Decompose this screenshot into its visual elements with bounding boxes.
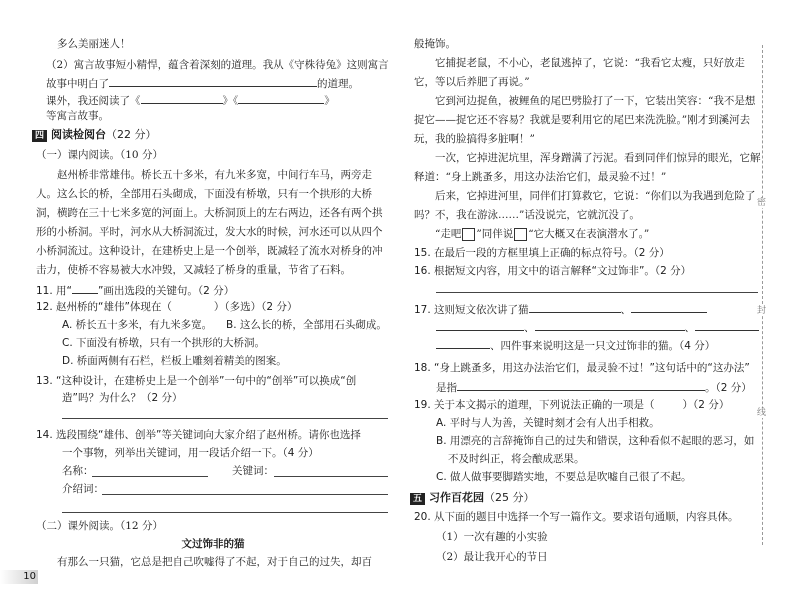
question-text: 17. 这则短文依次讲了猫	[414, 304, 529, 316]
question-text: 四件事来说明这是一只文过饰非的猫。（4 分）	[500, 340, 716, 352]
passage-line: 捉它——捉它还不容易？我就是要利用它的尾巴来洗洗脸。”刚才到溪河去	[414, 114, 751, 126]
question-text: 、	[490, 340, 501, 352]
text-segment: 课外，我还阅读了《	[46, 95, 141, 107]
section-score: （25 分）	[484, 491, 535, 504]
text-segment: “它大概又在表演潜水了。”	[528, 228, 650, 240]
seal-mark: 封	[757, 306, 767, 316]
option-b-cont: 不及时纠正，将会酿成恶果。	[448, 453, 585, 465]
option-c: C. 下面没有桥墩，只有一个拱形的大桥洞。	[62, 337, 266, 349]
text-segment: 》	[324, 95, 335, 107]
punctuation-box[interactable]	[514, 228, 527, 241]
question-text: 12. 赵州桥的“雄伟”体现在（	[36, 301, 172, 313]
answer-blank[interactable]	[436, 319, 524, 331]
question-text: ”画出选段的关键句。（2 分）	[97, 285, 235, 297]
question-16: 16. 根据短文内容，用文中的语言解释“文过饰非”。（2 分）	[414, 265, 692, 277]
question-11	[36, 282, 234, 298]
passage-line: 一次，它掉进泥坑里，浑身蹭满了污泥。看到同伴们惊异的眼光，它解	[435, 152, 761, 164]
question-text: 、	[684, 322, 695, 334]
answer-blank[interactable]	[631, 301, 707, 313]
seal-mark: 线	[757, 408, 767, 418]
passage-line	[435, 227, 649, 241]
passage-line: 它捕捉老鼠，不小心，老鼠逃掉了，它说：“我看它太瘦，只好放走	[435, 57, 745, 69]
passage-line: 玩，我的脸搞得多脏啊！”	[414, 133, 535, 145]
option-d: D. 桥面两侧有石栏，栏板上雕刻着精美的图案。	[62, 355, 287, 367]
intro-answer-line[interactable]	[62, 512, 388, 513]
answer-blank[interactable]	[109, 75, 317, 87]
passage-line: 赵州桥非常雄伟。桥长五十多米，有九米多宽，中间行车马，两旁走	[57, 169, 372, 181]
text-line	[46, 92, 335, 108]
question-text: 19. 关于本文揭示的道理，下列说法正确的一项是（	[414, 399, 655, 411]
question-14: 14. 选段围绕“雄伟、创举”等关键词向大家介绍了赵州桥。请你也选择	[36, 429, 361, 441]
section-score: （22 分）	[106, 128, 157, 141]
question-14-cont: 一个事物，列举出关键词，用一段话介绍一下。（4 分）	[62, 447, 319, 459]
answer-line[interactable]	[436, 292, 758, 293]
text-segment: 同伴说	[481, 228, 514, 240]
question-18-cont	[436, 379, 752, 395]
essay-topic-2: （2）最让我开心的节日	[436, 551, 548, 563]
section-heading	[32, 128, 157, 142]
passage-line: 吗？不，我在游泳……”话没说完，它就沉没了。	[414, 209, 640, 221]
page-number: 10	[23, 571, 36, 582]
question-text: ）（多选）（2 分）	[213, 301, 298, 313]
section-title: 习作百花园	[429, 491, 485, 504]
answer-blank[interactable]	[529, 301, 621, 313]
answer-blank[interactable]	[141, 92, 223, 104]
question-12	[36, 300, 297, 314]
question-18: 18. “身上跳蚤多，用这办法治它们，最灵验不过！”这句话中的“这办法”	[414, 362, 750, 374]
question-17	[414, 301, 707, 317]
intro-label: 介绍词：	[62, 483, 104, 495]
option-b: B. 这么长的桥，全部用石头砌成。	[226, 319, 387, 331]
option-a: A. 桥长五十多米，有九米多宽。	[62, 319, 213, 331]
question-text: 11. 用“	[36, 285, 72, 297]
keyword-answer-line[interactable]	[274, 476, 388, 477]
answer-blank[interactable]	[695, 319, 759, 331]
answer-blank[interactable]	[457, 379, 705, 391]
passage-line: 小桥洞流过。这种设计，在建桥史上是一个创举，既减轻了流水对桥身的冲	[36, 245, 383, 257]
question-17-cont	[436, 337, 715, 353]
text-segment: ”	[476, 228, 482, 240]
question-text: 是指	[436, 382, 457, 394]
story-title: 文过饰非的猫	[181, 538, 245, 550]
keyword-label: 关键词：	[232, 465, 274, 477]
answer-blank[interactable]	[535, 319, 685, 331]
text-line	[46, 75, 359, 91]
subsection-heading: （一）课内阅读。（10 分）	[36, 149, 163, 161]
punctuation-box[interactable]	[462, 228, 475, 241]
section-title: 阅读检阅台	[51, 128, 107, 141]
name-answer-line[interactable]	[92, 476, 208, 477]
option-a: A. 平时与人为善，关键时刻才会有人出手相救。	[436, 417, 660, 429]
option-b: B. 用漂亮的言辞掩饰自己的过失和错误，这种看似不起眼的恶习，如	[436, 435, 755, 447]
answer-blank[interactable]	[436, 337, 490, 349]
answer-blank[interactable]	[72, 282, 98, 294]
essay-topic-1: （1）一次有趣的小实验	[436, 531, 548, 543]
question-15: 15. 在最后一段的方框里填上正确的标点符号。（2 分）	[414, 247, 670, 259]
subsection-heading: （二）课外阅读。（12 分）	[36, 520, 163, 532]
seal-mark: 密	[757, 198, 767, 208]
text-segment: 故事中明白了	[46, 78, 109, 90]
question-text: 。（2 分）	[705, 382, 752, 394]
text-line: 等寓言故事。	[46, 110, 109, 122]
option-c: C. 做人做事要脚踏实地，不要总是吹嘘自己很了不起。	[436, 471, 692, 483]
passage-line: 后来，它掉进河里，同伴们打算救它，它说：“你们以为我遇到危险了	[435, 190, 756, 202]
passage-line: 击力，使桥不容易被大水冲毁，又减轻了桥身的重量，节省了石料。	[36, 264, 351, 276]
question-text: 、	[620, 304, 632, 316]
binding-line	[762, 45, 763, 545]
question-19	[414, 398, 729, 412]
passage-line: 它，等以后养肥了再说。”	[414, 76, 530, 88]
passage-line: 释道：“身上跳蚤多，用这办法治它们，最灵验不过！”	[414, 171, 667, 183]
question-13: 13. “这种设计，在建桥史上是一个创举”一句中的“创举”可以换成“创	[36, 375, 357, 387]
question-text: ）（2 分）	[682, 399, 730, 411]
answer-blank[interactable]	[238, 92, 324, 104]
text-segment: “走吧	[435, 228, 462, 240]
name-label: 名称：	[62, 465, 94, 477]
question-13-cont: 造”吗？为什么？（2 分）	[62, 392, 183, 404]
section-heading	[410, 491, 535, 505]
passage-line: 人。这么长的桥，全部用石头砌成，下面没有桥墩，只有一个拱形的大桥	[36, 188, 372, 200]
section-number-badge: 四	[32, 130, 47, 142]
question-text: 、	[524, 322, 535, 334]
text-line: 多么美丽迷人！	[57, 38, 131, 50]
answer-line[interactable]	[62, 418, 388, 419]
passage-line: 般掩饰。	[414, 38, 456, 50]
question-20: 20. 从下面的题目中选择一个写一篇作文。要求语句通顺，内容具体。	[414, 511, 739, 523]
passage-line: 有那么一只猫，它总是把自己吹嘘得了不起，对于自己的过失，却百	[57, 556, 372, 568]
question-17-cont	[436, 319, 759, 335]
section-number-badge: 五	[410, 493, 425, 505]
passage-line: 洞，横跨在三十七米多宽的河面上。大桥洞顶上的左右两边，还各有两个拱	[36, 207, 383, 219]
text-segment: 的道理。	[317, 78, 359, 90]
text-line: （2）寓言故事短小精悍，蕴含着深刻的道理。我从《守株待兔》这则寓言	[46, 59, 389, 71]
passage-line: 它到河边捉鱼，被鲤鱼的尾巴劈脸打了一下，它装出笑容：“我不是想	[435, 95, 756, 107]
page-number-tab	[0, 570, 38, 584]
text-segment: 》《	[222, 95, 239, 107]
intro-answer-line[interactable]	[102, 494, 388, 495]
passage-line: 形的小桥洞。平时，河水从大桥洞流过，发大水的时候，河水还可以从四个	[36, 226, 383, 238]
